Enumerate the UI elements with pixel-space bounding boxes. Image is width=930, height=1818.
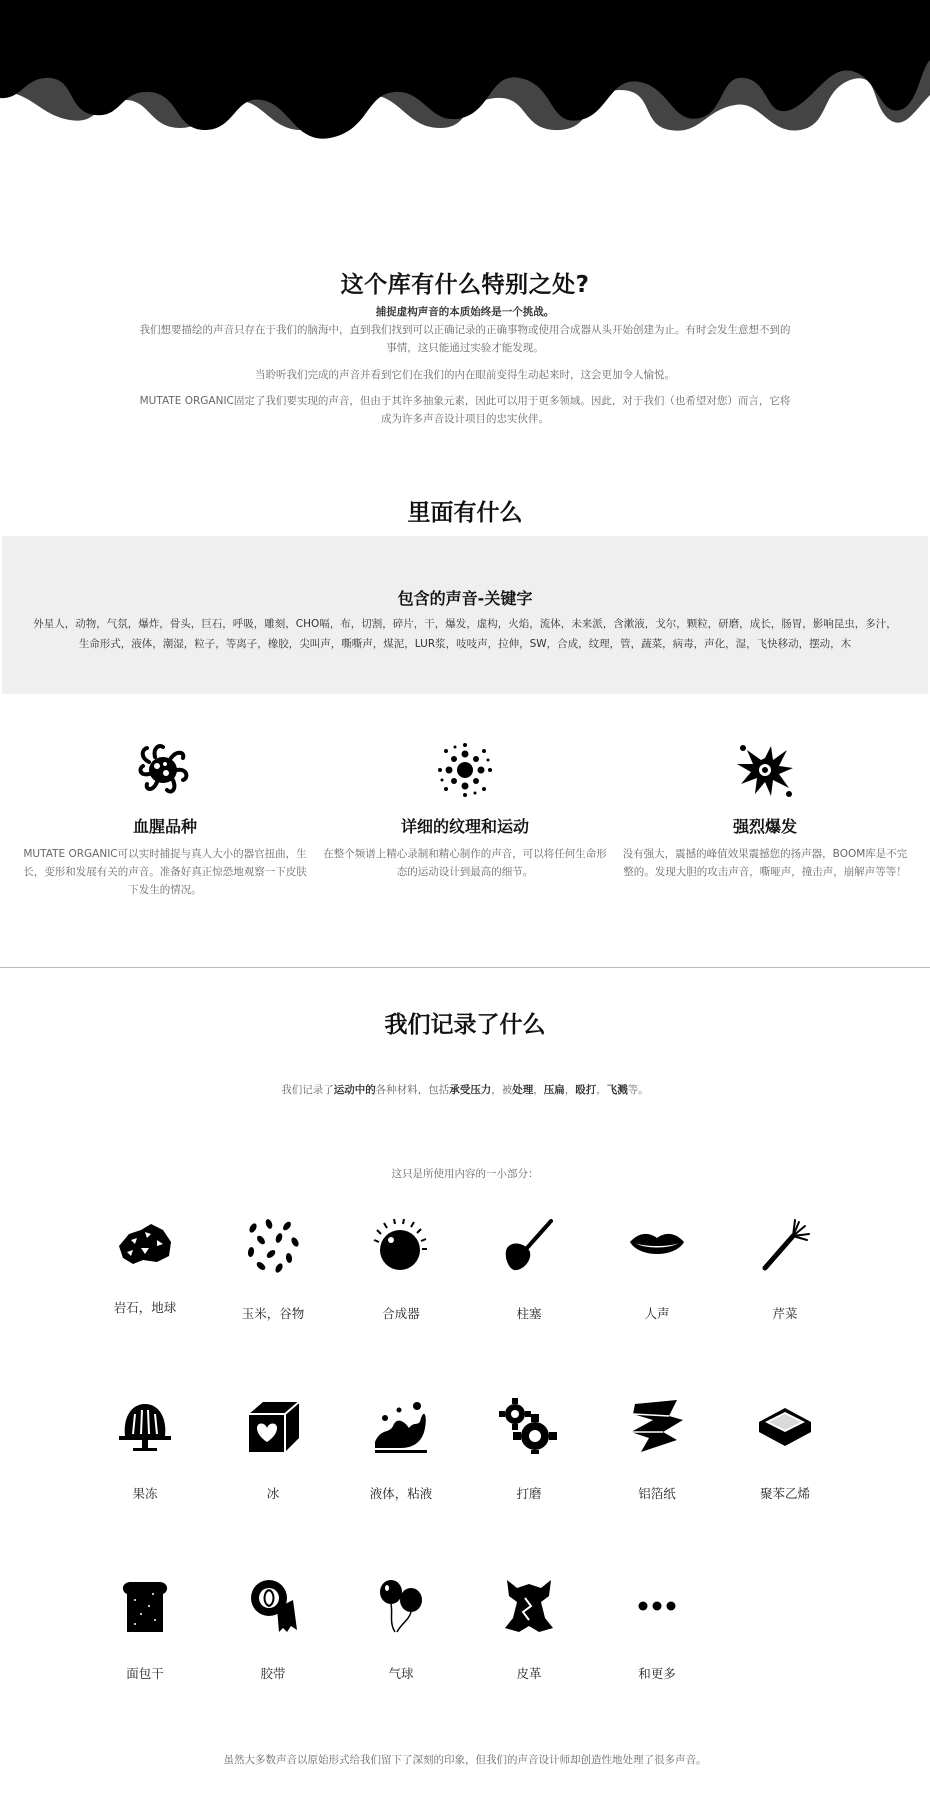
liquid-splash-icon <box>371 1398 431 1454</box>
particles-icon <box>435 740 495 800</box>
splat-icon <box>735 740 795 800</box>
section-title-contents: 里面有什么 <box>407 500 523 526</box>
top-drip-decoration <box>0 0 930 150</box>
paragraph-2: 当聆听我们完成的声音并看到它们在我们的内在眼前变得生动起来时，这会更加令人愉悦。 <box>255 369 675 381</box>
ice-cube-icon <box>243 1398 303 1454</box>
foil-icon <box>627 1398 687 1454</box>
keywords-title: 包含的声音-关键字 <box>397 589 533 608</box>
keywords-list: 外星人，动物，气氛，爆炸，骨头，巨石，呼吸，雕刻，CHO嗝，布，切割，碎片，干，爆发，虚构，火焰，流体，未来派，含漱液，戈尔，颗粒，研磨，成长，肠胃，影响昆虫，多汁，生命形式，液体，潮湿，粒子，等离子，橡胶，尖叫声，嘶嘶声，煤泥，LUR浆，吱吱声，拉伸，SW，合成，纹理，管，蔬菜，病毒，声化，湿，飞快移动，摆动，木 <box>33 618 897 650</box>
gears-icon <box>499 1398 559 1454</box>
material-label: 柱塞 <box>516 1306 542 1321</box>
material-item <box>469 1398 589 1502</box>
material-label: 打磨 <box>516 1486 542 1501</box>
material-label: 铝箔纸 <box>638 1486 676 1501</box>
material-label: 胶带 <box>260 1666 286 1681</box>
corn-icon <box>243 1218 303 1274</box>
bread-icon <box>115 1578 175 1634</box>
keywords-band <box>2 536 928 694</box>
material-label: 岩石，地球 <box>113 1300 177 1315</box>
material-label: 液体，粘液 <box>369 1486 433 1501</box>
material-item <box>469 1218 589 1322</box>
material-item <box>85 1398 205 1502</box>
lead-text: 捕捉虚构声音的本质始终是一个挑战。 <box>375 306 555 318</box>
rocks-icon <box>115 1218 175 1268</box>
material-label: 玉米，谷物 <box>241 1306 305 1321</box>
material-item <box>213 1398 333 1502</box>
styrofoam-icon <box>755 1398 815 1454</box>
creature-icon <box>135 740 195 800</box>
material-label: 冰 <box>266 1486 280 1501</box>
material-label: 人声 <box>644 1306 670 1321</box>
material-item <box>597 1398 717 1502</box>
feature-3 <box>620 740 910 881</box>
material-label: 和更多 <box>638 1666 676 1681</box>
celery-icon <box>755 1218 815 1274</box>
material-item <box>85 1578 205 1682</box>
feature-2 <box>320 740 610 881</box>
material-item <box>341 1218 461 1322</box>
material-label: 果冻 <box>132 1486 158 1501</box>
section-title-special: 这个库有什么特别之处? <box>340 272 590 298</box>
more-icon <box>627 1578 687 1634</box>
plunger-icon <box>499 1218 559 1274</box>
feature-1 <box>20 740 310 899</box>
material-label: 面包干 <box>126 1666 164 1681</box>
paragraph-3: MUTATE ORGANIC固定了我们要实现的声音，但由于其许多抽象元素，因此可以用于更多领域。因此，对于我们（也希望对您）而言，它将成为许多声音设计项目的忠实伙伴。 <box>139 395 791 425</box>
synth-knob-icon <box>371 1218 431 1274</box>
material-label: 合成器 <box>382 1306 420 1321</box>
feature-1-text: MUTATE ORGANIC可以实时捕捉与真人大小的器官扭曲，生长，变形和发展有关的声音。准备好真正惊恐地观察一下皮肤下发生的情况。 <box>23 848 307 896</box>
feature-3-title: 强烈爆发 <box>732 817 797 836</box>
leather-icon <box>499 1578 559 1634</box>
section-divider <box>0 967 930 968</box>
material-item <box>469 1578 589 1682</box>
paragraph-1: 我们想要描绘的声音只存在于我们的脑海中，直到我们找到可以正确记录的正确事物或使用合成器从头开始创建为止。有时会发生意想不到的事情，这只能通过实验才能发现。 <box>139 324 791 354</box>
recorded-intro: 我们记录了运动中的各种材料，包括承受压力，被处理，压扁，殴打，飞溅等。 <box>281 1084 649 1096</box>
feature-2-title: 详细的纹理和运动 <box>400 817 529 836</box>
material-label: 聚苯乙烯 <box>759 1486 810 1501</box>
feature-1-title: 血腥品种 <box>132 817 197 836</box>
feature-3-text: 没有强大，震撼的峰值效果震撼您的扬声器，BOOM库是不完整的。发现大胆的攻击声音，嘶哑声，撞击声，崩解声等等！ <box>622 848 908 878</box>
section-title-recorded: 我们记录了什么 <box>384 1012 546 1038</box>
material-label: 皮革 <box>516 1666 542 1681</box>
footer-note: 虽然大多数声音以原始形式给我们留下了深刻的印象，但我们的声音设计师却创造性地处理了很多声音。 <box>223 1754 707 1766</box>
material-label: 芹菜 <box>772 1306 798 1321</box>
material-item <box>597 1578 717 1682</box>
tape-icon <box>243 1578 303 1634</box>
recorded-subtext: 这只是所使用内容的一小部分： <box>391 1168 539 1180</box>
material-item <box>725 1218 845 1322</box>
material-label: 气球 <box>388 1666 414 1681</box>
material-item <box>213 1218 333 1322</box>
feature-2-text: 在整个频谱上精心录制和精心制作的声音，可以将任何生命形态的运动设计到最高的细节。 <box>323 848 607 878</box>
material-item <box>85 1218 205 1316</box>
material-item <box>341 1398 461 1502</box>
material-item <box>341 1578 461 1682</box>
material-item <box>213 1578 333 1682</box>
material-item <box>725 1398 845 1502</box>
lips-icon <box>627 1218 687 1274</box>
jelly-icon <box>115 1398 175 1454</box>
balloons-icon <box>371 1578 431 1634</box>
material-item <box>597 1218 717 1322</box>
